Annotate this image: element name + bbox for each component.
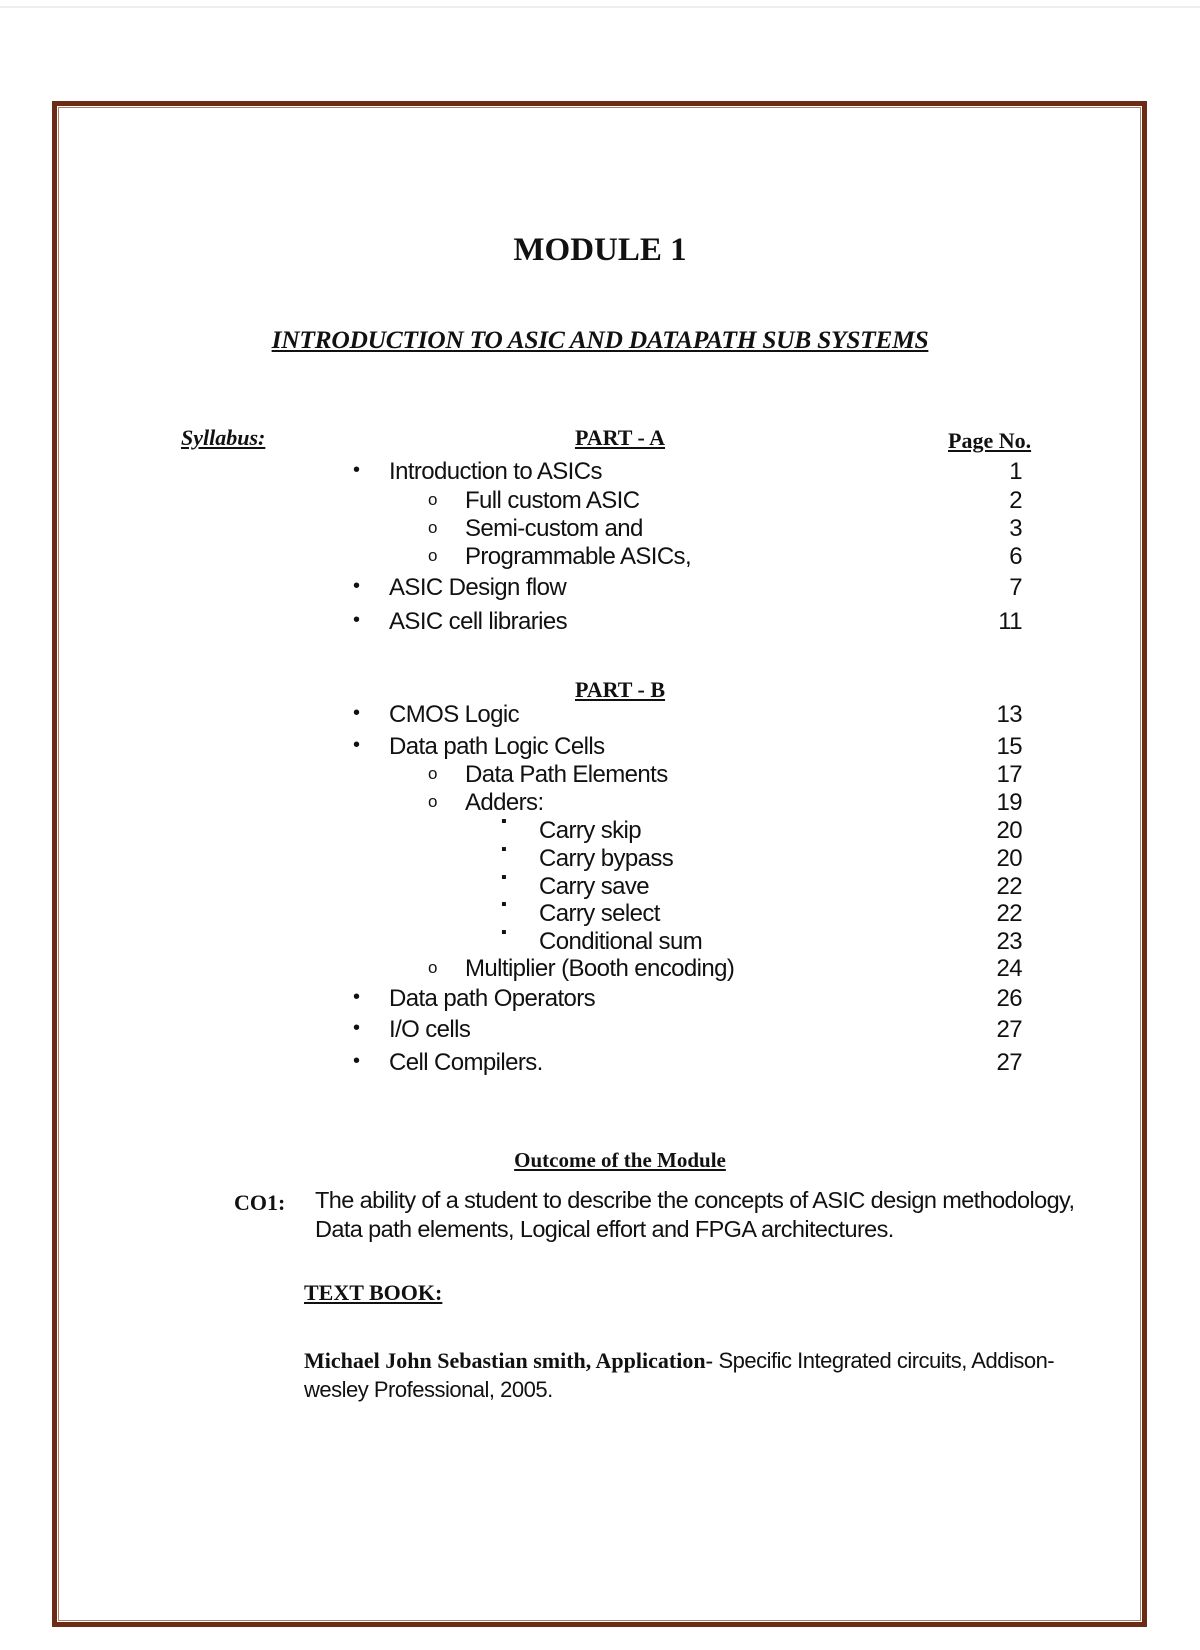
syllabus-item-page: 20 (996, 817, 1022, 844)
syllabus-item-text: Full custom ASIC (465, 487, 640, 514)
syllabus-item (0, 574, 1200, 604)
syllabus-item (0, 789, 1200, 819)
bullet-icon: • (353, 1017, 360, 1039)
syllabus-item-page: 23 (996, 928, 1022, 955)
part-b-heading: PART - B (574, 677, 666, 702)
syllabus-item (0, 869, 1200, 903)
bullet-icon: • (353, 1050, 360, 1072)
syllabus-item-page: 22 (996, 900, 1022, 927)
bullet-icon: o (428, 490, 437, 509)
syllabus-item (0, 1016, 1200, 1046)
syllabus-item-text: Multiplier (Booth encoding) (465, 955, 735, 982)
syllabus-item-text: ASIC cell libraries (389, 608, 567, 635)
syllabus-item-text: Adders: (465, 789, 544, 816)
syllabus-item-text: Data Path Elements (465, 761, 668, 788)
syllabus-item-page: 27 (996, 1016, 1022, 1043)
syllabus-item-text: Introduction to ASICs (389, 458, 602, 485)
syllabus-item-text: Carry bypass (539, 845, 674, 872)
bullet-icon: • (353, 986, 360, 1008)
bullet-icon: o (428, 792, 437, 811)
bullet-icon: o (428, 764, 437, 783)
module-subtitle: INTRODUCTION TO ASIC AND DATAPATH SUB SYSTEMS (271, 325, 929, 354)
syllabus-item-page: 27 (996, 1049, 1022, 1076)
syllabus-item (0, 515, 1200, 545)
syllabus-item (0, 955, 1200, 985)
bullet-icon: o (428, 546, 437, 565)
syllabus-item (0, 761, 1200, 791)
syllabus-item-text: Carry select (539, 900, 660, 927)
syllabus-item-text: Conditional sum (539, 928, 703, 955)
syllabus-item-page: 20 (996, 845, 1022, 872)
course-outcome-text: The ability of a student to describe the concepts of ASIC design methodology, Data path elements, Logical effort and FPGA architectures. (315, 1187, 1075, 1242)
syllabus-item-page: 2 (1009, 487, 1022, 514)
bullet-icon: ▪ (501, 869, 507, 886)
syllabus-item-text: I/O cells (389, 1016, 471, 1043)
syllabus-item-text: Data path Logic Cells (389, 733, 605, 760)
syllabus-item (0, 733, 1200, 763)
page-no-label: Page No. (948, 428, 1032, 453)
syllabus-item (0, 924, 1200, 958)
syllabus-item-text: ASIC Design flow (389, 574, 567, 601)
syllabus-item (0, 458, 1200, 488)
bullet-icon: o (428, 958, 437, 977)
syllabus-item-text: Semi-custom and (465, 515, 643, 542)
syllabus-item (0, 813, 1200, 847)
syllabus-item-page: 26 (996, 985, 1022, 1012)
bullet-icon: • (353, 575, 360, 597)
syllabus-item-page: 15 (996, 733, 1022, 760)
bullet-icon: • (353, 702, 360, 724)
bullet-icon: ▪ (501, 896, 507, 913)
bullet-icon: • (353, 734, 360, 756)
syllabus-item-page: 3 (1009, 515, 1022, 542)
syllabus-item-text: Carry save (539, 873, 650, 900)
syllabus-item (0, 487, 1200, 517)
syllabus-item-page: 13 (996, 701, 1022, 728)
syllabus-item-text: Cell Compilers. (389, 1049, 543, 1076)
syllabus-item (0, 841, 1200, 875)
syllabus-item-page: 11 (998, 608, 1022, 635)
textbook-heading: TEXT BOOK: (304, 1280, 443, 1305)
syllabus-item-page: 19 (996, 789, 1022, 816)
syllabus-item (0, 608, 1200, 638)
syllabus-item-page: 17 (996, 761, 1022, 788)
textbook-details: Specific Integrated circuits, Addison-wesley Professional, 2005. (304, 1348, 1055, 1402)
syllabus-label: Syllabus: (181, 425, 266, 450)
syllabus-item (0, 896, 1200, 930)
bullet-icon: ▪ (501, 813, 507, 830)
syllabus-item-page: 1 (1009, 458, 1022, 485)
bullet-icon: • (353, 609, 360, 631)
syllabus-item-text: CMOS Logic (389, 701, 520, 728)
syllabus-item-text: Programmable ASICs, (465, 543, 692, 570)
outcome-heading: Outcome of the Module (514, 1148, 726, 1172)
syllabus-item-page: 22 (996, 873, 1022, 900)
syllabus-item-text: Data path Operators (389, 985, 596, 1012)
bullet-icon: • (353, 459, 360, 481)
syllabus-item-text: Carry skip (539, 817, 642, 844)
top-rule (0, 6, 1200, 8)
syllabus-item-page: 24 (996, 955, 1022, 982)
textbook-reference (304, 1346, 1084, 1404)
bullet-icon: o (428, 518, 437, 537)
bullet-icon: ▪ (501, 924, 507, 941)
module-title: MODULE 1 (513, 232, 687, 268)
syllabus-item (0, 543, 1200, 573)
textbook-author: Michael John Sebastian smith, Application- (304, 1348, 713, 1373)
syllabus-item-page: 7 (1009, 574, 1022, 601)
course-outcome-label: CO1: (234, 1190, 286, 1215)
syllabus-item (0, 985, 1200, 1015)
bullet-icon: ▪ (501, 841, 507, 858)
syllabus-item-page: 6 (1009, 543, 1022, 570)
syllabus-item (0, 701, 1200, 731)
part-a-heading: PART - A (574, 425, 666, 450)
syllabus-item (0, 1049, 1200, 1079)
